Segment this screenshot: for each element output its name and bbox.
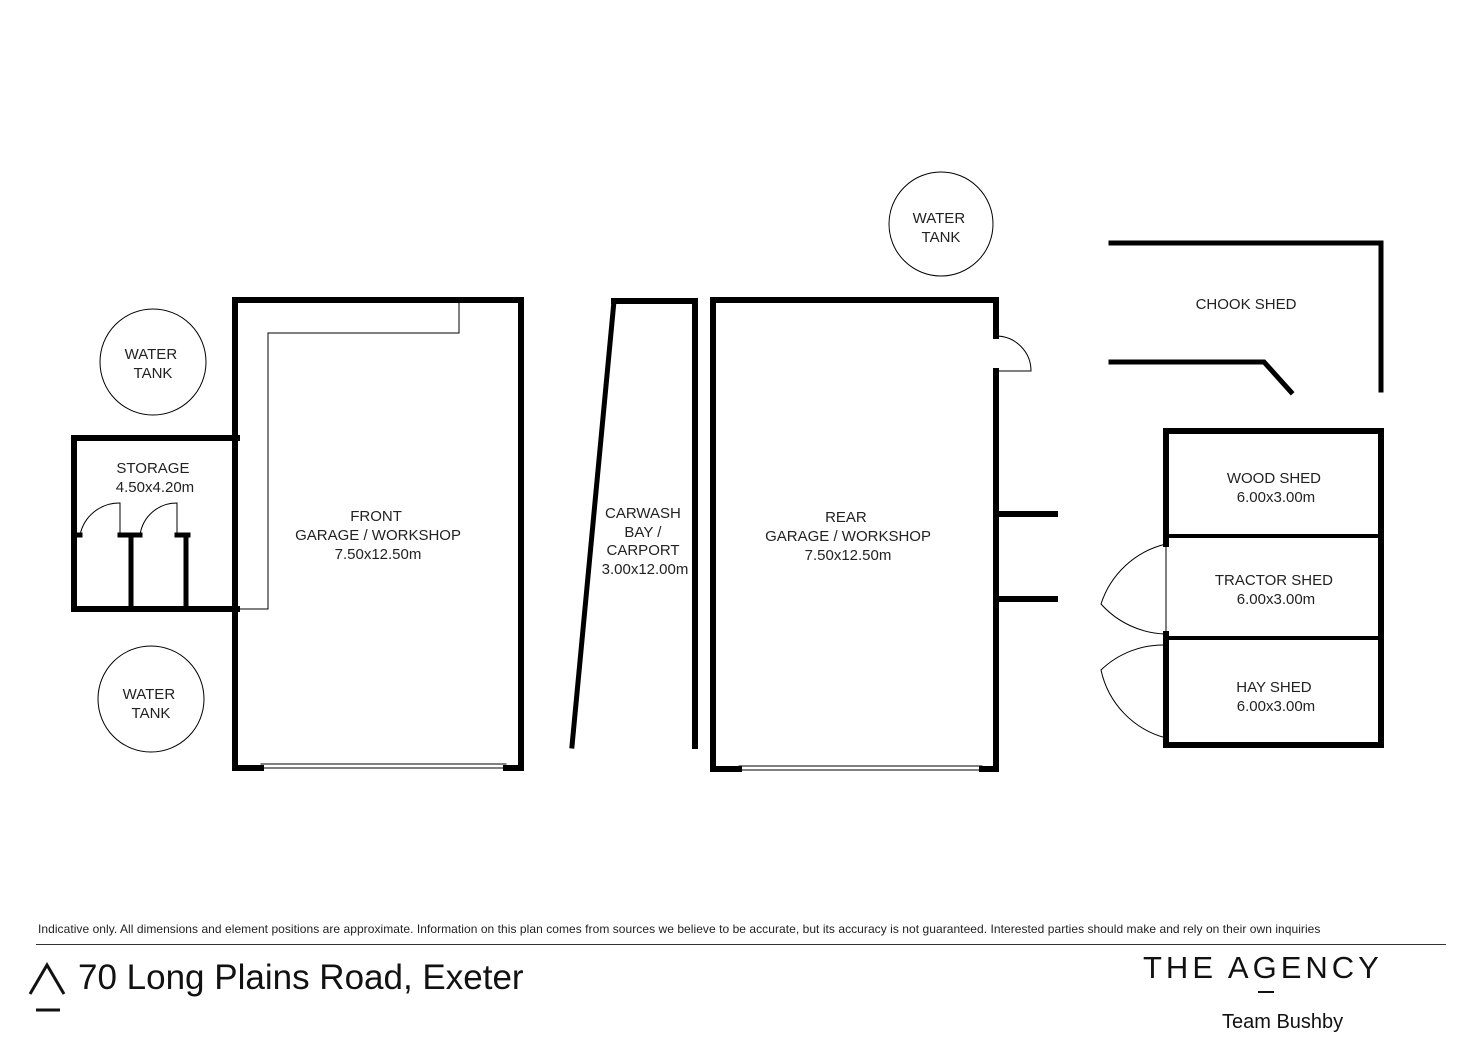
chook-shed-walls: [1111, 243, 1381, 392]
water-tank-left-upper-label: WATER TANK: [124, 346, 178, 382]
water-tank-left-lower-label: WATER TANK: [122, 686, 176, 722]
wood-shed-label: WOOD SHED 6.00x3.00m: [1226, 470, 1321, 506]
property-address: 70 Long Plains Road, Exeter: [78, 958, 524, 997]
brand-title: THE AGENCY: [1143, 950, 1383, 985]
agency-logo-icon: [30, 965, 64, 1010]
water-tank-top-label: WATER TANK: [912, 210, 966, 246]
hay-shed-label: HAY SHED 6.00x3.00m: [1236, 679, 1316, 715]
disclaimer: Indicative only. All dimensions and element positions are approximate. Information on this plan comes from sources we believe to be accurate, but its accuracy is not guaranteed. Interested parties should make and rely on their own inquiries: [38, 922, 1321, 936]
tractor-shed-label: TRACTOR SHED 6.00x3.00m: [1214, 572, 1333, 608]
chook-shed-label: CHOOK SHED: [1195, 296, 1297, 313]
brand-subtitle: Team Bushby: [1222, 1011, 1344, 1033]
rear-garage-label: REAR GARAGE / WORKSHOP 7.50x12.50m: [765, 509, 931, 564]
carwash-label: CARWASH BAY / CARPORT 3.00x12.00m: [601, 505, 689, 578]
footer-divider: [36, 944, 1446, 945]
storage-label: STORAGE 4.50x4.20m: [115, 460, 195, 496]
front-garage-label: FRONT GARAGE / WORKSHOP 7.50x12.50m: [295, 508, 461, 563]
